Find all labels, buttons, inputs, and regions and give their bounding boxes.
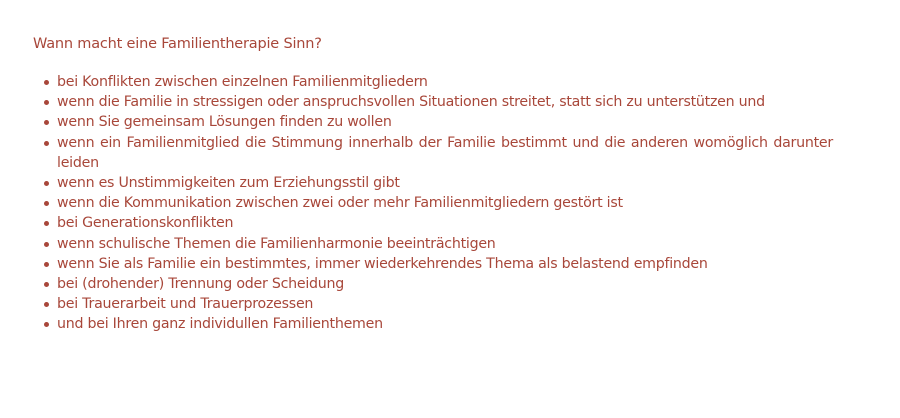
bullet-icon	[44, 181, 49, 186]
list-item: wenn Sie als Familie ein bestimmtes, immer wiederkehrendes Thema als belastend empfinden	[33, 254, 833, 274]
indication-list	[33, 72, 833, 335]
list-item: bei Trauerarbeit und Trauerprozessen	[33, 294, 833, 314]
bullet-icon	[44, 322, 49, 327]
bullet-icon	[44, 282, 49, 287]
bullet-icon	[44, 201, 49, 206]
list-item: wenn die Familie in stressigen oder anspruchsvollen Situationen streitet, statt sich zu unterstützen und	[33, 92, 833, 112]
list-item: wenn es Unstimmigkeiten zum Erziehungsstil gibt	[33, 173, 833, 193]
list-item: wenn schulische Themen die Familienharmonie beeinträchtigen	[33, 234, 833, 254]
bullet-icon	[44, 242, 49, 247]
bullet-icon	[44, 120, 49, 125]
list-item: bei Generationskonflikten	[33, 213, 833, 233]
bullet-icon	[44, 141, 49, 146]
section-heading: Wann macht eine Familientherapie Sinn?	[33, 36, 322, 52]
bullet-icon	[44, 302, 49, 307]
bullet-icon	[44, 80, 49, 85]
list-item: wenn ein Familienmitglied die Stimmung innerhalb der Familie bestimmt und die anderen womöglich darunter leiden	[33, 133, 833, 173]
bullet-icon	[44, 221, 49, 226]
bullet-icon	[44, 262, 49, 267]
list-item: wenn Sie gemeinsam Lösungen finden zu wollen	[33, 112, 833, 132]
list-item: bei (drohender) Trennung oder Scheidung	[33, 274, 833, 294]
bullet-icon	[44, 100, 49, 105]
main-content	[33, 34, 833, 335]
list-item: bei Konflikten zwischen einzelnen Familienmitgliedern	[33, 72, 833, 92]
list-item: wenn die Kommunikation zwischen zwei oder mehr Familienmitgliedern gestört ist	[33, 193, 833, 213]
list-item: und bei Ihren ganz individullen Familienthemen	[33, 314, 833, 334]
